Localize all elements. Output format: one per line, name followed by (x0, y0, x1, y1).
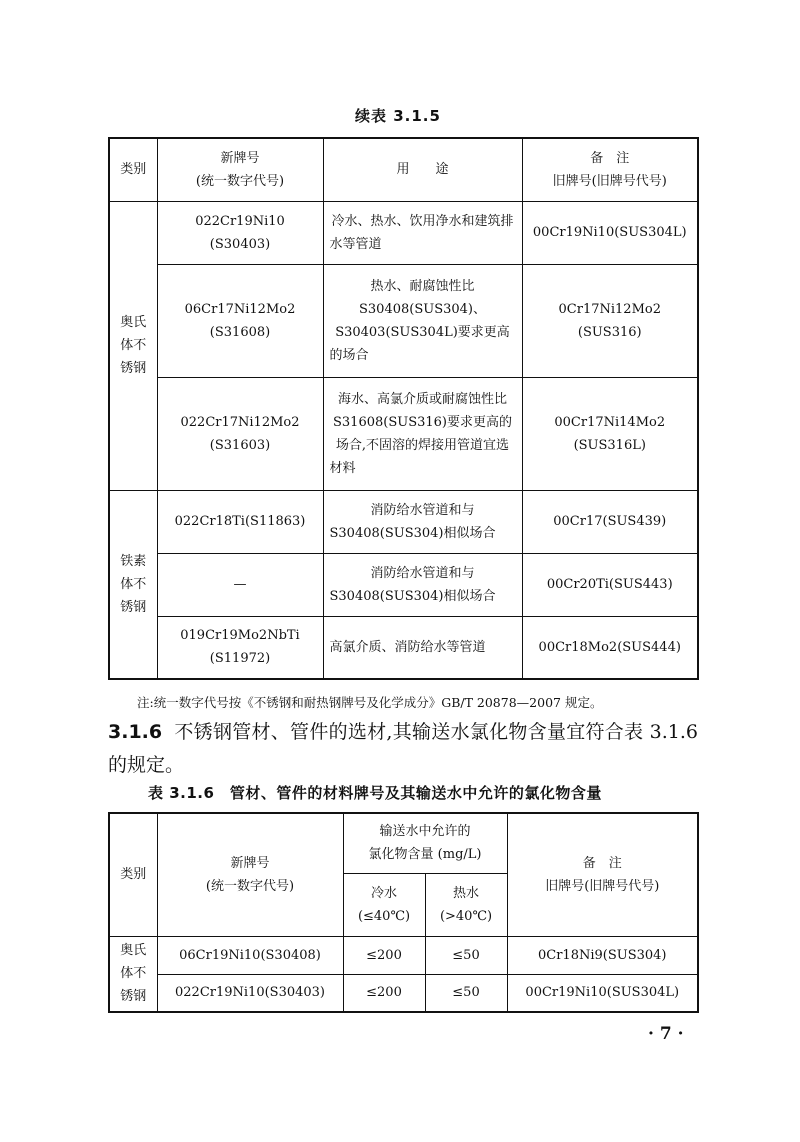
grade-cell: — (157, 553, 323, 616)
table-caption: 表 3.1.6 管材、管件的材料牌号及其输送水中允许的氯化物含量 (148, 784, 602, 802)
category-cell: 奥氏体不锈钢 (109, 936, 157, 1012)
chloride-limit-table (108, 812, 699, 1013)
old-grade-cell: 00Cr18Mo2(SUS444) (522, 616, 698, 679)
header-remark-line1: 备 注 (582, 855, 622, 871)
header-usage: 用 途 (323, 138, 522, 201)
grade-code: (S11972) (209, 651, 271, 667)
usage-cell: 高氯介质、消防给水等管道 (323, 616, 522, 679)
header-remark (507, 813, 698, 936)
grade-cell (157, 201, 323, 264)
table-row (109, 974, 698, 1012)
grade-value: 022Cr19Ni10 (195, 213, 285, 229)
grade-code: (S31603) (209, 437, 271, 453)
table-header-row (109, 813, 698, 873)
header-hot-line1: 热水 (453, 885, 480, 901)
grade-cell: 06Cr19Ni10(S30408) (157, 936, 343, 974)
old-grade-cell: 00Cr19Ni10(SUS304L) (507, 974, 698, 1012)
header-new-grade (157, 138, 323, 201)
cold-limit-cell: ≤200 (343, 936, 425, 974)
header-hot-line2: (>40℃) (439, 908, 493, 924)
usage-cell: 热水、耐腐蚀性比S30408(SUS304)、S30403(SUS304L)要求更高的场合 (323, 264, 522, 377)
old-grade-value: 0Cr17Ni12Mo2 (558, 301, 661, 317)
page-number: · 7 · (648, 1024, 684, 1044)
table-row (109, 490, 698, 553)
grade-cell: 022Cr19Ni10(S30403) (157, 974, 343, 1012)
table-row (109, 936, 698, 974)
header-cold-line1: 冷水 (370, 885, 397, 901)
grade-cell (157, 377, 323, 490)
header-allowed-line1: 输送水中允许的 (379, 824, 471, 840)
old-grade-code: (SUS316) (577, 324, 642, 340)
old-grade-cell: 0Cr18Ni9(SUS304) (507, 936, 698, 974)
header-remark-line2: 旧牌号(旧牌号代号) (545, 878, 660, 894)
section-number: 3.1.6 (108, 721, 163, 743)
usage-cell: 冷水、热水、饮用净水和建筑排水等管道 (323, 201, 522, 264)
header-new-grade (157, 813, 343, 936)
old-grade-cell: 00Cr20Ti(SUS443) (522, 553, 698, 616)
section-text: 不锈钢管材、管件的选材,其输送水氯化物含量宜符合表 3.1.6的规定。 (108, 721, 698, 776)
header-remark-line1: 备 注 (590, 150, 630, 166)
usage-cell: 消防给水管道和与S30408(SUS304)相似场合 (323, 490, 522, 553)
header-allowed-line2: 氯化物含量 (mg/L) (368, 847, 482, 863)
header-new-grade-line1: 新牌号 (220, 150, 260, 166)
table-row (109, 553, 698, 616)
old-grade-code: (SUS316L) (573, 437, 646, 453)
old-grade-cell: 00Cr17(SUS439) (522, 490, 698, 553)
table-row (109, 616, 698, 679)
grade-value: 06Cr17Ni12Mo2 (184, 301, 296, 317)
section-paragraph (108, 716, 698, 782)
old-grade-cell (522, 377, 698, 490)
table-caption: 续表 3.1.5 (355, 107, 441, 125)
usage-cell: 消防给水管道和与S30408(SUS304)相似场合 (323, 553, 522, 616)
category-cell: 奥氏体不锈钢 (109, 201, 157, 490)
header-new-grade-line1: 新牌号 (230, 855, 270, 871)
header-new-grade-line2: (统一数字代号) (195, 173, 285, 189)
header-allowed-chloride (343, 813, 507, 873)
grade-cell (157, 264, 323, 377)
old-grade-cell: 00Cr19Ni10(SUS304L) (522, 201, 698, 264)
table-row (109, 264, 698, 377)
header-remark-line2: 旧牌号(旧牌号代号) (552, 173, 667, 189)
header-cold-line2: (≤40℃) (357, 908, 411, 924)
table-row (109, 201, 698, 264)
old-grade-value: 00Cr17Ni14Mo2 (554, 414, 666, 430)
grade-value: 019Cr19Mo2NbTi (180, 628, 300, 644)
cold-limit-cell: ≤200 (343, 974, 425, 1012)
header-remark (522, 138, 698, 201)
hot-limit-cell: ≤50 (425, 974, 507, 1012)
grade-cell (157, 616, 323, 679)
old-grade-cell (522, 264, 698, 377)
hot-limit-cell: ≤50 (425, 936, 507, 974)
grade-code: (S30403) (209, 236, 271, 252)
grade-value: 022Cr17Ni12Mo2 (180, 414, 300, 430)
header-category: 类别 (109, 138, 157, 201)
header-cold-water (343, 873, 425, 936)
table-row (109, 377, 698, 490)
steel-grade-table (108, 137, 699, 680)
table-header-row (109, 138, 698, 201)
category-cell: 铁素体不锈钢 (109, 490, 157, 679)
header-category: 类别 (109, 813, 157, 936)
table-note: 注:统一数字代号按《不锈钢和耐热钢牌号及化学成分》GB/T 20878—2007 规定。 (137, 695, 603, 710)
grade-code: (S31608) (209, 324, 271, 340)
header-new-grade-line2: (统一数字代号) (205, 878, 295, 894)
usage-cell: 海水、高氯介质或耐腐蚀性比S31608(SUS316)要求更高的场合,不固溶的焊接用管道宜选材料 (323, 377, 522, 490)
grade-cell: 022Cr18Ti(S11863) (157, 490, 323, 553)
header-hot-water (425, 873, 507, 936)
